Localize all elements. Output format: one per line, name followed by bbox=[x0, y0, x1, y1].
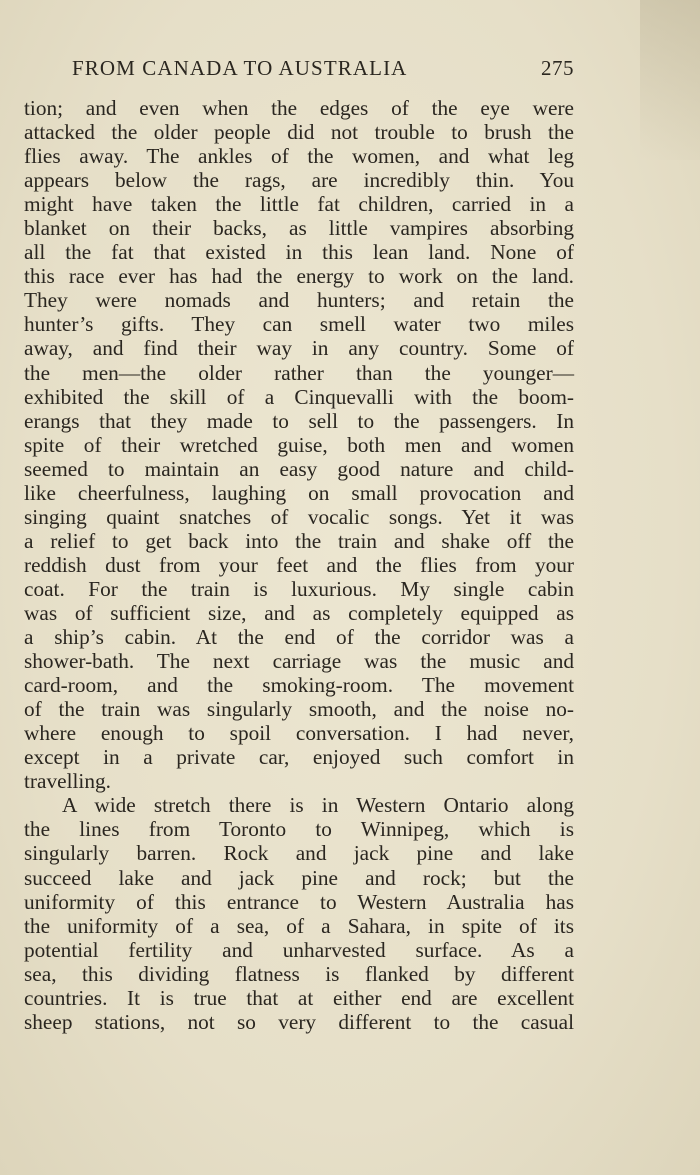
text-line: tion; and even when the edges of the eye were bbox=[24, 96, 574, 120]
text-line: all the fat that existed in this lean land. None of bbox=[24, 240, 574, 265]
text-line: spite of their wretched guise, both men and women bbox=[24, 432, 574, 457]
text-line: away, and find their way in any country. Some of bbox=[24, 336, 574, 361]
body-text bbox=[24, 96, 574, 1034]
text-line: countries. It is true that at either end are excellent bbox=[24, 985, 574, 1010]
text-line: singularly barren. Rock and jack pine and lake bbox=[24, 841, 574, 866]
text-line: erangs that they made to sell to the passengers. In bbox=[24, 408, 574, 433]
text-line: of the train was singularly smooth, and the noise no- bbox=[24, 697, 574, 722]
page-number: 275 bbox=[541, 56, 574, 80]
text-line: sea, this dividing flatness is flanked by different bbox=[24, 961, 574, 986]
text-line: a ship’s cabin. At the end of the corridor was a bbox=[24, 625, 574, 650]
text-line: blanket on their backs, as little vampires absorbing bbox=[24, 216, 574, 241]
text-line: the men—the older rather than the younger— bbox=[24, 360, 574, 385]
text-line: might have taken the little fat children, carried in a bbox=[24, 192, 574, 217]
text-line: except in a private car, enjoyed such comfort in bbox=[24, 745, 574, 770]
text-line: They were nomads and hunters; and retain the bbox=[24, 288, 574, 313]
text-line: coat. For the train is luxurious. My single cabin bbox=[24, 576, 574, 601]
text-line: attacked the older people did not trouble to brush the bbox=[24, 120, 574, 145]
text-line: a relief to get back into the train and shake off the bbox=[24, 528, 574, 553]
text-line: was of sufficient size, and as completely equipped as bbox=[24, 600, 574, 625]
text-line: this race ever has had the energy to work on the land. bbox=[24, 264, 574, 289]
page-edge-shading bbox=[640, 0, 700, 160]
text-line: succeed lake and jack pine and rock; but the bbox=[24, 865, 574, 890]
text-line: shower-bath. The next carriage was the music and bbox=[24, 649, 574, 674]
text-line: the lines from Toronto to Winnipeg, which is bbox=[24, 817, 574, 842]
text-line: sheep stations, not so very different to the casual bbox=[24, 1009, 574, 1034]
text-line: seemed to maintain an easy good nature and child- bbox=[24, 456, 574, 481]
running-head bbox=[72, 56, 574, 82]
text-line: the uniformity of a sea, of a Sahara, in spite of its bbox=[24, 913, 574, 938]
text-line: card-room, and the smoking-room. The movement bbox=[24, 673, 574, 698]
paragraph-first-line: A wide stretch there is in Western Ontario along bbox=[62, 793, 574, 818]
text-line: uniformity of this entrance to Western Australia has bbox=[24, 889, 574, 914]
text-line: appears below the rags, are incredibly thin. You bbox=[24, 168, 574, 193]
text-line: reddish dust from your feet and the flies from your bbox=[24, 552, 574, 577]
paragraph-end-line: travelling. bbox=[24, 769, 111, 794]
text-line: potential fertility and unharvested surface. As a bbox=[24, 937, 574, 962]
text-line: flies away. The ankles of the women, and what leg bbox=[24, 144, 574, 169]
text-line: where enough to spoil conversation. I had never, bbox=[24, 721, 574, 746]
running-head-title: FROM CANADA TO AUSTRALIA bbox=[72, 56, 408, 80]
text-line: hunter’s gifts. They can smell water two miles bbox=[24, 312, 574, 337]
text-line: like cheerfulness, laughing on small provocation and bbox=[24, 480, 574, 505]
text-line: exhibited the skill of a Cinquevalli with the boom- bbox=[24, 384, 574, 409]
text-line: singing quaint snatches of vocalic songs. Yet it was bbox=[24, 504, 574, 529]
